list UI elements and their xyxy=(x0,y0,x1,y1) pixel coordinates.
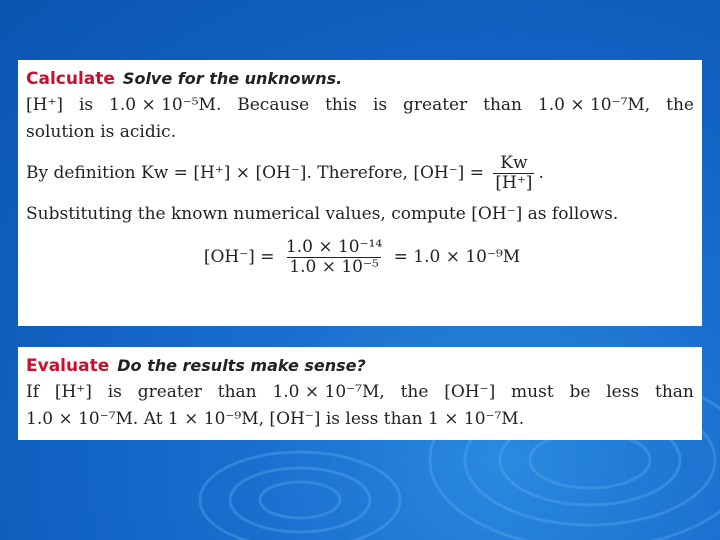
evaluate-line-1-word: than xyxy=(217,382,257,402)
evaluate-line-1-word: than xyxy=(655,382,694,402)
calculate-panel xyxy=(18,60,702,326)
definition-end: . xyxy=(538,163,544,183)
evaluate-line-1-word: must xyxy=(511,382,554,402)
calculate-line-1-word: this xyxy=(325,95,358,115)
definition-line xyxy=(26,154,694,193)
result-rhs: = 1.0 × 10⁻⁹M xyxy=(393,247,521,267)
calculate-line-1-word: [H⁺] xyxy=(26,95,64,115)
calculate-line-1-word: is xyxy=(372,95,388,115)
calculate-prompt: Solve for the unknowns. xyxy=(122,69,343,88)
substitute-line: Substituting the known numerical values, compute [OH⁻] as follows. xyxy=(26,204,619,224)
result-equation xyxy=(26,238,694,277)
calculate-line-1-word: is xyxy=(78,95,94,115)
calculate-header xyxy=(26,66,694,92)
result-fraction xyxy=(284,238,384,277)
evaluate-line-1-word: the xyxy=(400,382,429,402)
definition-text: By definition Kw = [H⁺] × [OH⁻]. Therefore, xyxy=(26,163,408,183)
evaluate-line-1-word: is xyxy=(107,382,122,402)
evaluate-line-1-word: be xyxy=(569,382,591,402)
fraction-numerator: Kw xyxy=(500,153,528,173)
evaluate-prompt: Do the results make sense? xyxy=(117,356,366,375)
evaluate-header xyxy=(26,353,694,379)
calculate-keyword: Calculate xyxy=(26,69,115,89)
result-numerator: 1.0 × 10⁻¹⁴ xyxy=(285,237,383,257)
evaluate-keyword: Evaluate xyxy=(26,356,110,376)
result-lhs: [OH⁻] = xyxy=(203,247,275,267)
calculate-line-2: solution is acidic. xyxy=(26,122,177,142)
calculate-line-1-word: than xyxy=(483,95,522,115)
calculate-line-1-word: the xyxy=(666,95,694,115)
calculate-line-1 xyxy=(26,92,694,119)
evaluate-line-1-word: If xyxy=(26,382,40,402)
evaluate-line-2: 1.0 × 10⁻⁷M. At 1 × 10⁻⁹M, [OH⁻] is less than 1 × 10⁻⁷M. xyxy=(26,409,525,429)
calculate-line-1-word: Because xyxy=(237,95,310,115)
evaluate-line-1-word: 1.0 × 10⁻⁷M, xyxy=(272,382,385,402)
evaluate-panel xyxy=(18,347,702,440)
evaluate-line-1-word: [OH⁻] xyxy=(444,382,496,402)
evaluate-line-1 xyxy=(26,379,694,406)
calculate-line-1-word: 1.0 × 10⁻⁷M, xyxy=(537,95,651,115)
calculate-line-1-word: greater xyxy=(403,95,468,115)
definition-lhs: [OH⁻] = xyxy=(413,163,484,183)
evaluate-line-1-word: [H⁺] xyxy=(54,382,92,402)
result-denominator: 1.0 × 10⁻⁵ xyxy=(289,257,379,277)
evaluate-line-1-word: less xyxy=(606,382,640,402)
fraction-denominator: [H⁺] xyxy=(495,173,533,193)
kw-over-h-fraction xyxy=(493,154,534,193)
evaluate-line-1-word: greater xyxy=(137,382,202,402)
calculate-line-1-word: 1.0 × 10⁻⁵M. xyxy=(109,95,222,115)
